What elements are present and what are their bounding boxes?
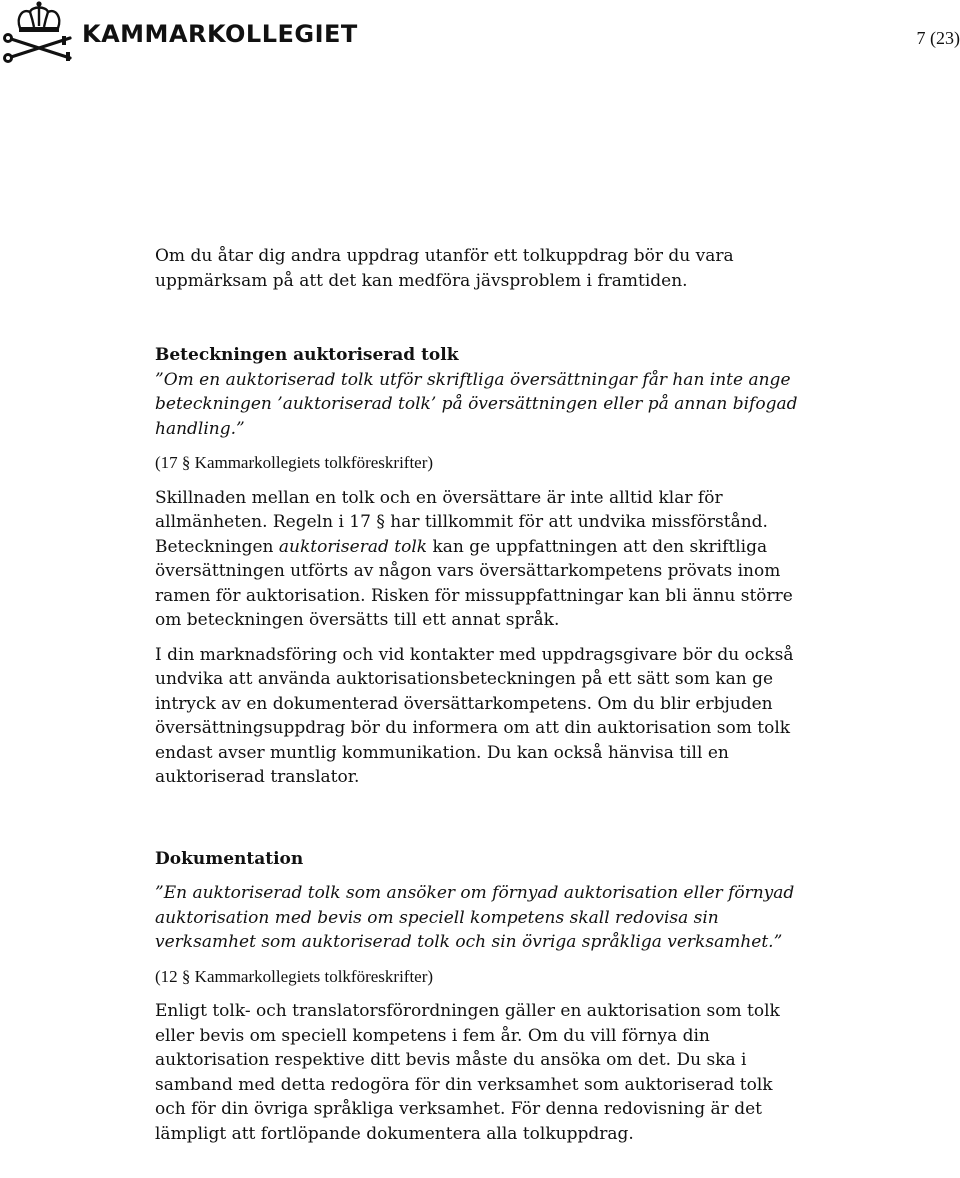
text-span: kan ge uppfattningen att den skriftliga översättningen utförts av någon vars översättarkompetens prövats inom ramen för auktorisation. Risken för missuppfattningar kan bli ännu större om beteckningen översätts till ett annat språk.	[155, 536, 793, 630]
section-reference-12: (12 § Kammarkollegiets tolkföreskrifter)	[155, 966, 434, 986]
page-header	[0, 0, 960, 80]
text-span: Skillnaden mellan en tolk och en översättare är inte alltid klar för allmänheten. Regeln i 17 § har tillkommit för att undvika missförstånd. Beteckningen	[155, 487, 768, 557]
section-heading-beteckningen: Beteckningen auktoriserad tolk	[155, 345, 459, 365]
section-quote-12: ”En auktoriserad tolk som ansöker om förnyad auktorisation eller förnyad auktorisation med bevis om speciell kompetens skall redovisa sin verksamhet som auktoriserad tolk och sin övriga språkliga verksamhet.”	[155, 883, 795, 952]
section-heading-dokumentation: Dokumentation	[155, 848, 304, 869]
section-paragraph: I din marknadsföring och vid kontakter med uppdragsgivare bör du också undvika att använda auktorisationsbeteckningen på ett sätt som kan ge intryck av en dokumenterad översättarkompetens. Om du blir erbjuden översättningsuppdrag bör du informera om att din auktorisation som tolk endast avser muntlig kommunikation. Du kan också hänvisa till en auktoriserad translator.	[155, 644, 794, 787]
emphasis-text: auktoriserad tolk	[278, 536, 428, 557]
section-quote-17: ”Om en auktoriserad tolk utför skriftliga översättningar får han inte ange beteckningen ’auktoriserad tolk’ på översättningen eller på annan bifogad handling.”	[155, 369, 798, 439]
section-paragraph	[155, 486, 805, 633]
page-number: 7 (23)	[916, 28, 960, 48]
intro-paragraph: Om du åtar dig andra uppdrag utanför ett tolkuppdrag bör du vara uppmärksam på att det kan medföra jävsproblem i framtiden.	[155, 246, 734, 291]
section-paragraph: Enligt tolk- och translatorsförordningen gäller en auktorisation som tolk eller bevis om speciell kompetens i fem år. Om du vill förnya din auktorisation respektive ditt bevis måste du ansöka om det. Du ska i samband med detta redogöra för din verksamhet som auktoriserad tolk och för din övriga språkliga verksamhet. För denna redovisning är det lämpligt att fortlöpande dokumentera alla tolkuppdrag.	[155, 1001, 780, 1144]
crown-keys-icon	[0, 0, 78, 64]
section-reference-17: (17 § Kammarkollegiets tolkföreskrifter)	[155, 453, 434, 472]
document-body	[155, 244, 805, 1146]
logo-wordmark: KAMMARKOLLEGIET	[82, 20, 358, 48]
kammarkollegiet-logo	[0, 0, 358, 64]
